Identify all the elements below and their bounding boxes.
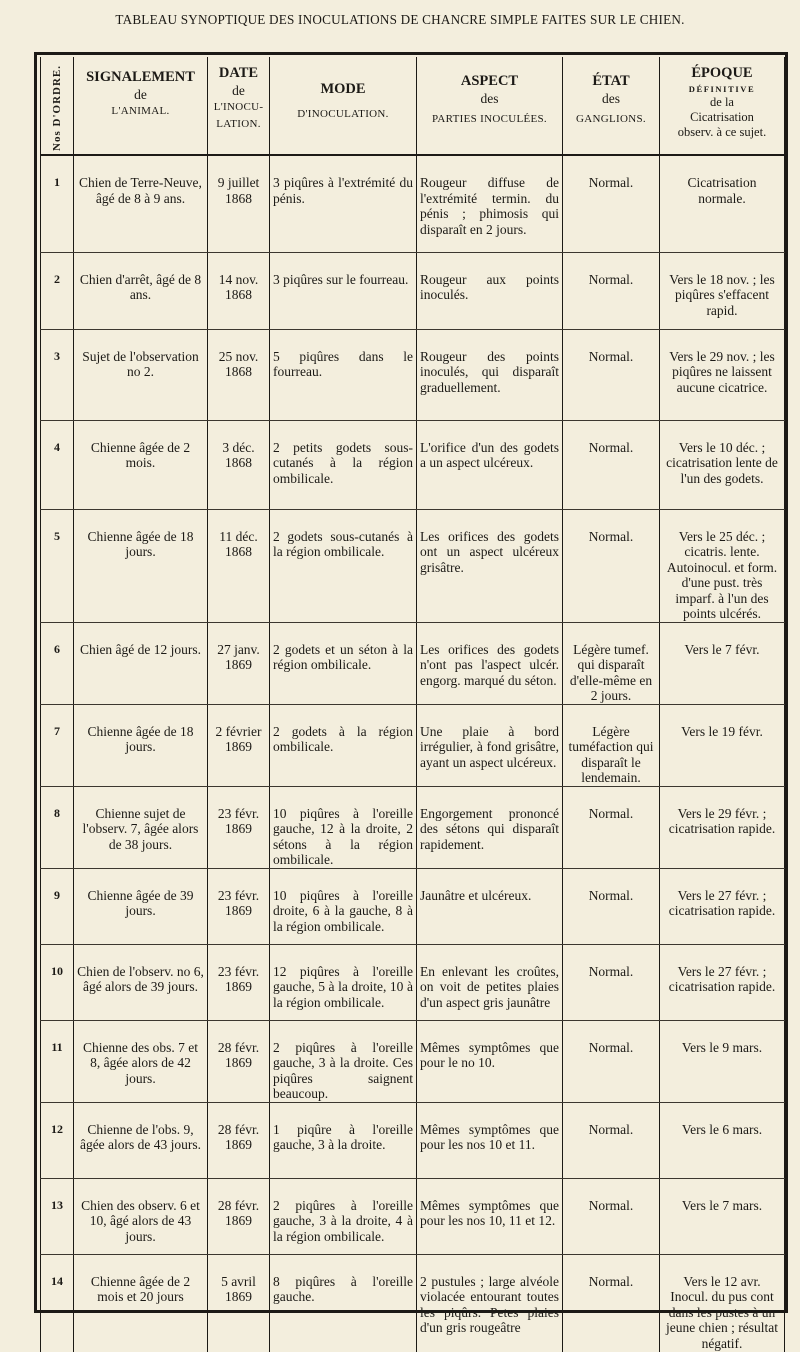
header-aspect [417,57,563,155]
cell-signalement: Chienne âgée de 2 mois. [74,420,208,509]
cell-signalement: Chien âgé de 12 jours. [74,622,208,704]
header-date-line1: DATE [218,65,259,81]
date-day: 28 févr. [217,1121,260,1137]
cell-date [208,329,270,420]
table-row [41,622,785,704]
table-row [41,944,785,1020]
date-day: 2 février [215,723,262,739]
cell-epoque: Vers le 10 déc. ; cicatrisation lente de l'un des godets. [660,420,785,509]
cell-date [208,1254,270,1352]
cell-etat: Normal. [563,1020,660,1102]
cell-etat: Normal. [563,1178,660,1254]
cell-etat: Normal. [563,1102,660,1178]
header-etat [563,57,660,155]
cell-epoque: Vers le 7 févr. [660,622,785,704]
cell-mode: 2 petits godets sous-cutanés à la région ombilicale. [270,420,417,509]
table-row [41,1178,785,1254]
date-year: 1868 [225,190,252,206]
date-day: 23 févr. [217,805,260,821]
date-day: 9 juillet [217,175,260,190]
cell-aspect: Les orifices des godets ont un aspect ulcéreux grisâtre. [417,509,563,622]
cell-signalement: Chienne âgée de 18 jours. [74,509,208,622]
cell-mode: 3 piqûres sur le fourreau. [270,252,417,329]
cell-num: 11 [41,1020,74,1102]
date-year: 1868 [225,364,252,379]
table-row [41,329,785,420]
date-day: 27 janv. [217,641,260,657]
cell-num: 6 [41,622,74,704]
header-aspect-line2: des [480,91,499,106]
table-row [41,704,785,786]
page-title: TABLEAU SYNOPTIQUE DES INOCULATIONS DE CHANCRE SIMPLE FAITES SUR LE CHIEN. [115,12,685,27]
cell-signalement: Chienne âgée de 2 mois et 20 jours [74,1254,208,1352]
header-mode-line2: D'INOCULATION. [297,108,389,120]
header-row [41,57,785,155]
cell-aspect: Rougeur aux points inoculés. [417,252,563,329]
cell-signalement: Chien des observ. 6 et 10, âgé alors de 43 jours. [74,1178,208,1254]
cell-mode: 12 piqûres à l'oreille gauche, 5 à la droite, 10 à la région ombilicale. [270,944,417,1020]
cell-date [208,1020,270,1102]
date-day: 28 févr. [217,1197,260,1213]
cell-epoque: Vers le 25 déc. ; cicatris. lente. Autoinocul. et form. d'une pust. très imparf. à l'un des points ulcérés. [660,509,785,622]
cell-epoque: Vers le 19 févr. [660,704,785,786]
cell-aspect: En enlevant les croûtes, on voit de petites plaies d'un aspect gris jaunâtre [417,944,563,1020]
table-row [41,786,785,868]
cell-signalement: Chien de l'observ. no 6, âgé alors de 39 jours. [74,944,208,1020]
cell-signalement: Sujet de l'observation no 2. [74,329,208,420]
header-epoque-line4: Cicatrisation [690,110,754,124]
cell-etat: Normal. [563,329,660,420]
header-epoque-line5: observ. à ce sujet. [677,125,767,139]
cell-etat: Légère tuméfaction qui disparaît le lendemain. [563,704,660,786]
header-num-label: Nos D'ORDRE. [51,65,63,151]
date-day: 3 déc. [222,439,255,455]
cell-aspect: Une plaie à bord irrégulier, à fond grisâtre, ayant un aspect ulcéreux. [417,704,563,786]
cell-date [208,704,270,786]
cell-aspect: Mêmes symptômes que pour les nos 10, 11 et 12. [417,1178,563,1254]
cell-num: 2 [41,252,74,329]
cell-mode: 10 piqûres à l'oreille gauche, 12 à la droite, 2 sétons à la région ombilicale. [270,786,417,868]
cell-epoque: Vers le 9 mars. [660,1020,785,1102]
date-year: 1868 [225,544,252,559]
header-signalement [74,57,208,155]
cell-aspect: Engorgement prononcé des sétons qui disparaît rapidement. [417,786,563,868]
cell-aspect: Rougeur diffuse de l'extrémité termin. du pénis ; phimosis qui disparaît en 2 jours. [417,155,563,252]
cell-num: 12 [41,1102,74,1178]
cell-signalement: Chien d'arrêt, âgé de 8 ans. [74,252,208,329]
header-etat-line1: ÉTAT [592,73,630,89]
cell-epoque: Cicatrisation normale. [660,155,785,252]
cell-epoque: Vers le 29 févr. ; cicatrisation rapide. [660,786,785,868]
cell-date [208,786,270,868]
header-aspect-line1: ASPECT [460,73,519,89]
cell-etat: Normal. [563,420,660,509]
header-date-line3: L'INOCU- [213,101,264,113]
cell-mode: 3 piqûres à l'extrémité du pénis. [270,155,417,252]
cell-date [208,622,270,704]
date-year: 1869 [225,1289,252,1304]
cell-date [208,509,270,622]
cell-epoque: Vers le 12 avr. Inocul. du pus cont dans les pustes à un jeune chien ; résultat négatif. [660,1254,785,1352]
cell-date [208,1102,270,1178]
cell-signalement: Chienne de l'obs. 9, âgée alors de 43 jours. [74,1102,208,1178]
cell-signalement: Chienne âgée de 18 jours. [74,704,208,786]
cell-signalement: Chienne sujet de l'observ. 7, âgée alors de 38 jours. [74,786,208,868]
cell-num: 7 [41,704,74,786]
header-epoque-line2: DÉFINITIVE [688,84,756,94]
header-mode [270,57,417,155]
cell-aspect: 2 pustules ; large alvéole violacée entourant toutes les piqûrs. Petes plaies d'un gris rougeâtre [417,1254,563,1352]
table-row [41,1020,785,1102]
date-year: 1869 [225,1137,252,1152]
cell-etat: Normal. [563,509,660,622]
header-date [208,57,270,155]
cell-aspect: Mêmes symptômes que pour les nos 10 et 11. [417,1102,563,1178]
cell-date [208,155,270,252]
date-day: 23 févr. [217,887,260,903]
cell-signalement: Chienne âgée de 39 jours. [74,868,208,944]
date-year: 1869 [225,1213,252,1228]
cell-etat: Normal. [563,155,660,252]
cell-epoque: Vers le 7 mars. [660,1178,785,1254]
table-row [41,420,785,509]
cell-etat: Normal. [563,252,660,329]
cell-aspect: Les orifices des godets n'ont pas l'aspect ulcér. engorg. marqué du séton. [417,622,563,704]
cell-date [208,1178,270,1254]
cell-num: 8 [41,786,74,868]
cell-aspect: L'orifice d'un des godets a un aspect ulcéreux. [417,420,563,509]
header-epoque-line1: ÉPOQUE [691,65,753,81]
cell-num: 13 [41,1178,74,1254]
inoculation-table [40,57,785,1352]
cell-etat: Normal. [563,1254,660,1352]
cell-num: 14 [41,1254,74,1352]
cell-etat: Normal. [563,786,660,868]
cell-etat: Normal. [563,868,660,944]
cell-mode: 1 piqûre à l'oreille gauche, 3 à la droite. [270,1102,417,1178]
table-row [41,1102,785,1178]
header-epoque-line3: de la [710,95,734,109]
table-row [41,155,785,252]
cell-mode: 10 piqûres à l'oreille droite, 6 à la gauche, 8 à la région ombilicale. [270,868,417,944]
cell-date [208,420,270,509]
cell-date [208,868,270,944]
date-day: 25 nov. [218,348,259,364]
cell-num: 5 [41,509,74,622]
cell-mode: 2 godets sous-cutanés à la région ombilicale. [270,509,417,622]
header-epoque [660,57,785,155]
cell-etat: Légère tumef. qui disparaît d'elle-même en 2 jours. [563,622,660,704]
cell-epoque: Vers le 27 févr. ; cicatrisation rapide. [660,868,785,944]
date-day: 28 févr. [217,1039,260,1055]
cell-mode: 2 godets à la région ombilicale. [270,704,417,786]
header-etat-line3: GANGLIONS. [576,113,646,125]
cell-mode: 5 piqûres dans le fourreau. [270,329,417,420]
header-etat-line2: des [602,91,620,106]
table-row [41,868,785,944]
header-mode-line1: MODE [320,81,366,97]
cell-epoque: Vers le 27 févr. ; cicatrisation rapide. [660,944,785,1020]
cell-epoque: Vers le 29 nov. ; les piqûres ne laissent aucune cicatrice. [660,329,785,420]
header-num [41,57,74,155]
date-year: 1869 [225,1055,252,1070]
table-row [41,1254,785,1352]
cell-mode: 2 piqûres à l'oreille gauche, 3 à la droite. Ces piqûres saignent beaucoup. [270,1020,417,1102]
cell-num: 9 [41,868,74,944]
cell-mode: 2 piqûres à l'oreille gauche, 3 à la droite, 4 à la région ombilicale. [270,1178,417,1254]
cell-epoque: Vers le 6 mars. [660,1102,785,1178]
cell-aspect: Jaunâtre et ulcéreux. [417,868,563,944]
header-signalement-line1: SIGNALEMENT [86,69,195,85]
cell-aspect: Mêmes symptômes que pour le no 10. [417,1020,563,1102]
header-date-line2: de [232,83,245,98]
cell-mode: 2 godets et un séton à la région ombilicale. [270,622,417,704]
date-day: 5 avril [221,1273,256,1289]
header-signalement-line2: de [134,87,147,102]
header-date-line4: LATION. [216,118,261,130]
cell-signalement: Chienne des obs. 7 et 8, âgée alors de 42 jours. [74,1020,208,1102]
cell-num: 1 [41,155,74,252]
cell-etat: Normal. [563,944,660,1020]
date-year: 1869 [225,979,252,994]
cell-aspect: Rougeur des points inoculés, qui disparaît graduellement. [417,329,563,420]
date-year: 1869 [225,739,252,754]
date-year: 1869 [225,657,252,672]
cell-signalement: Chien de Terre-Neuve, âgé de 8 à 9 ans. [74,155,208,252]
cell-num: 10 [41,944,74,1020]
date-day: 23 févr. [217,963,260,979]
header-aspect-line3: PARTIES INOCULÉES. [432,113,547,125]
cell-date [208,944,270,1020]
cell-num: 3 [41,329,74,420]
date-year: 1869 [225,903,252,918]
table-row [41,509,785,622]
date-day: 11 déc. [219,528,258,544]
cell-mode: 8 piqûres à l'oreille gauche. [270,1254,417,1352]
cell-epoque: Vers le 18 nov. ; les piqûres s'effacent rapid. [660,252,785,329]
date-year: 1868 [225,455,252,470]
date-day: 14 nov. [218,271,259,287]
cell-date [208,252,270,329]
header-signalement-line3: L'ANIMAL. [111,105,170,117]
date-year: 1869 [225,821,252,836]
cell-num: 4 [41,420,74,509]
date-year: 1868 [225,287,252,302]
table-row [41,252,785,329]
